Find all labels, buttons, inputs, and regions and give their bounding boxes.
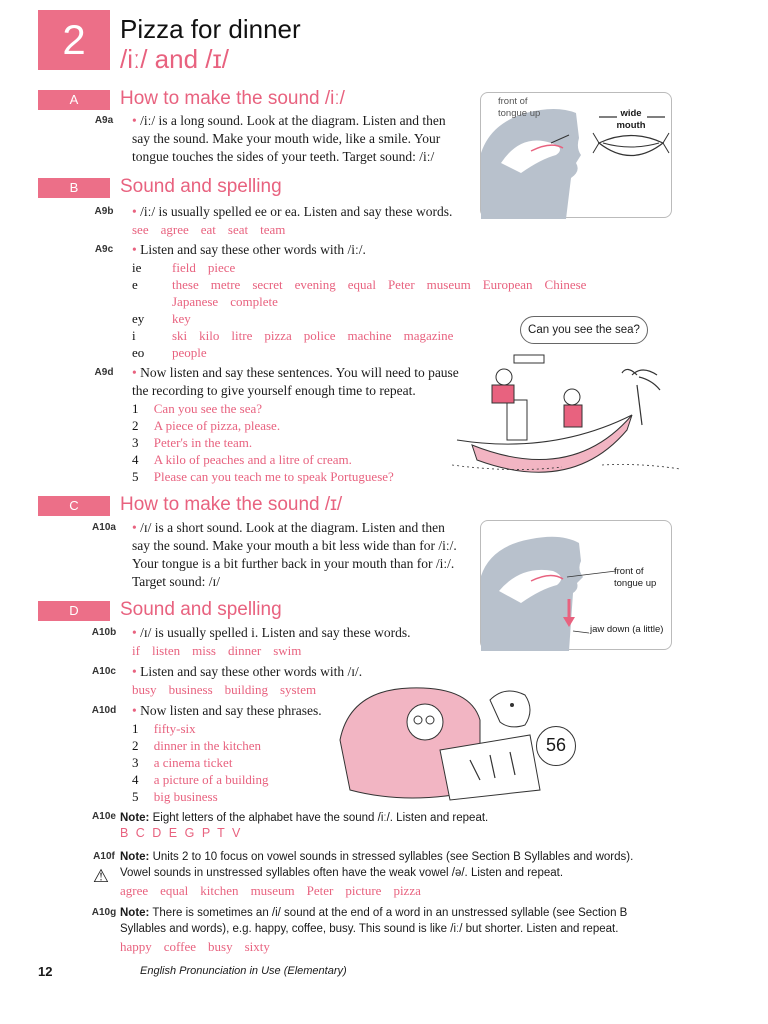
word-list-weak: agree equal kitchen museum Peter picture pizza bbox=[120, 883, 421, 898]
audio-track-icon: A10d bbox=[89, 702, 119, 720]
section-a-text: • /iː/ is a long sound. Look at the diagram. Listen and then say the sound. Make your mouth wide, like a smile. Your tongue touches the sides of your teeth. Target sound: /iː/ bbox=[132, 113, 446, 164]
word-list-d2: busy business building system bbox=[132, 682, 317, 697]
audio-track-icon: A10c bbox=[89, 663, 119, 681]
section-d-intro: • /ɪ/ is usually spelled i. Listen and say these words. bbox=[132, 625, 411, 640]
section-c-heading: How to make the sound /ɪ/ bbox=[120, 494, 343, 515]
alphabet-letters: B C D E G P T V bbox=[120, 826, 243, 840]
audio-track-icon: A9d bbox=[89, 364, 119, 382]
section-b-intro: • /iː/ is usually spelled ee or ea. Listen and say these words. bbox=[132, 204, 453, 219]
diagram-label-tongue: front of tongue up bbox=[498, 96, 541, 119]
speech-bubble: Can you see the sea? bbox=[520, 316, 648, 344]
phrase-list: 1 fifty-six 2 dinner in the kitchen 3 a cinema ticket 4 a picture of a building 5 big business bbox=[132, 721, 269, 804]
section-c-label: C bbox=[38, 496, 110, 516]
word-list-short-i: happy coffee busy sixty bbox=[120, 939, 270, 954]
section-a-heading: How to make the sound /iː/ bbox=[120, 88, 345, 109]
book-title: English Pronunciation in Use (Elementary) bbox=[140, 965, 347, 977]
audio-track-icon: A10b bbox=[89, 624, 119, 642]
unit-subtitle: /iː/ and /ɪ/ bbox=[120, 44, 229, 74]
sentence-list: 1 Can you see the sea? 2 A piece of pizza, please. 3 Peter's in the team. 4 A kilo of peaches and a litre of cream. 5 Please can you teach me to speak Portuguese? bbox=[132, 401, 394, 484]
section-a-label: A bbox=[38, 90, 110, 110]
audio-track-icon: A10e bbox=[89, 808, 119, 826]
section-d-label: D bbox=[38, 601, 110, 621]
boat-illustration bbox=[452, 345, 682, 495]
unit-number: 2 bbox=[38, 10, 110, 70]
section-d-intro-3: • Now listen and say these phrases. bbox=[132, 703, 322, 718]
section-b-heading: Sound and spelling bbox=[120, 176, 282, 197]
audio-track-icon: A10a bbox=[89, 519, 119, 537]
diagram-label-mouth: wide mouth bbox=[616, 108, 646, 131]
section-b-intro-2: • Listen and say these other words with /iː/. bbox=[132, 242, 366, 257]
audio-track-icon: A10g bbox=[89, 904, 119, 922]
word-list-d1: if listen miss dinner swim bbox=[132, 643, 302, 658]
diagram-label-jaw: jaw down (a little) bbox=[590, 624, 664, 635]
note-short-i: Note: There is sometimes an /i/ sound at the end of a word in an unstressed syllable (see Section B Syllables and words), e.g. happy, coffee, busy. This sound is like /iː/ but shorter. Listen and repeat. bbox=[120, 907, 628, 935]
spelling-table: ie field piece e these metre secret evening equal Peter museum European Chinese Japanese complete ey key i ski kilo litre pizza police machine magazine eo people bbox=[132, 260, 587, 360]
section-c-text: • /ɪ/ is a short sound. Look at the diagram. Listen and then say the sound. Make your mouth a bit less wide than for /iː/. Your tongue is a bit further back in your mouth than for /iː/. Target sound: /ɪ/ bbox=[132, 520, 457, 589]
audio-track-icon: A9c bbox=[89, 241, 119, 259]
word-list-b1: see agree eat seat team bbox=[132, 222, 286, 237]
diagram-label-tongue-2: front of tongue up bbox=[614, 566, 657, 589]
section-b-intro-3: • Now listen and say these sentences. You will need to pause the recording to give yourself enough time to repeat. bbox=[132, 365, 459, 398]
audio-track-icon: A10f bbox=[89, 848, 119, 866]
note-alphabet: Note: Eight letters of the alphabet have the sound /iː/. Listen and repeat. bbox=[120, 812, 489, 824]
note-weak-vowel: Note: Units 2 to 10 focus on vowel sounds in stressed syllables (see Section B Syllables and words). Vowel sounds in unstressed syllables often have the weak vowel /ə/. Listen and repeat. bbox=[120, 851, 634, 879]
section-d-heading: Sound and spelling bbox=[120, 599, 282, 620]
unit-title: Pizza for dinner bbox=[120, 14, 301, 44]
section-b-label: B bbox=[38, 178, 110, 198]
audio-track-icon: A9a bbox=[89, 112, 119, 130]
warning-icon: ⚠ bbox=[92, 866, 110, 886]
number-sign: 56 bbox=[536, 726, 576, 766]
page-number: 12 bbox=[38, 964, 53, 979]
section-d-intro-2: • Listen and say these other words with /ɪ/. bbox=[132, 664, 363, 679]
audio-track-icon: A9b bbox=[89, 203, 119, 221]
